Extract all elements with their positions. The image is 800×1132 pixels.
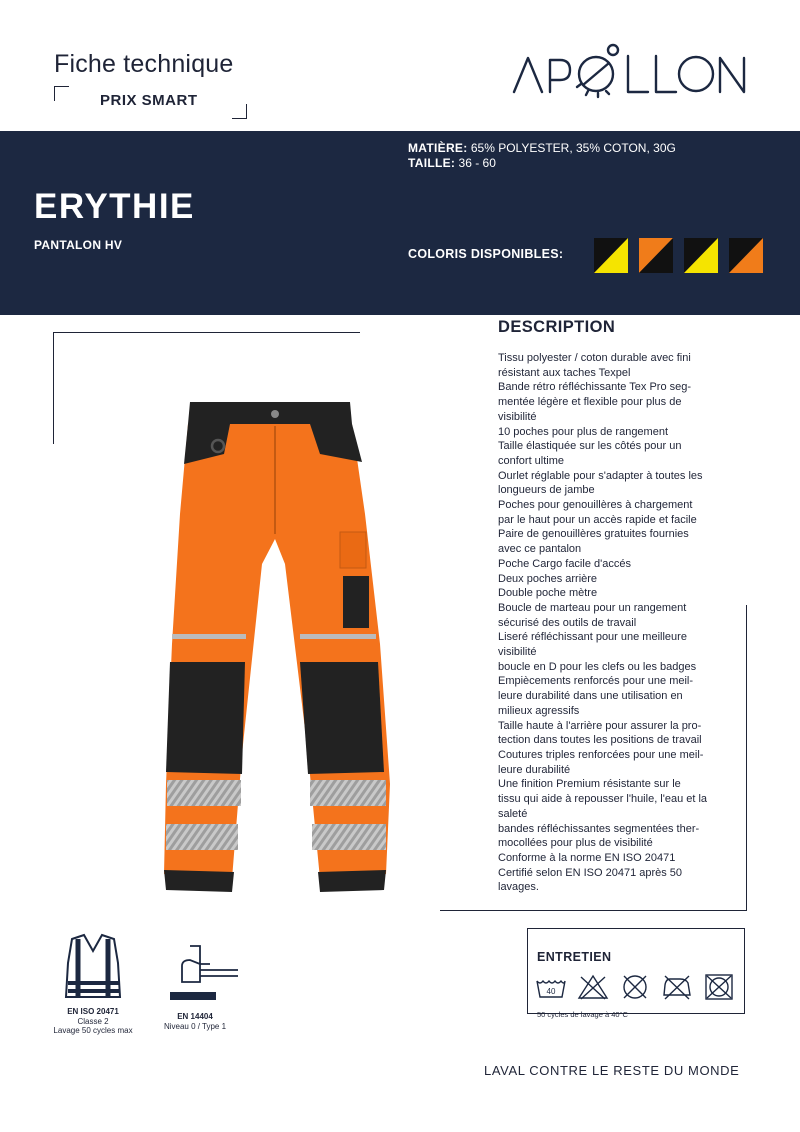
- care-icons: [534, 973, 736, 1001]
- care-box: [527, 928, 745, 1014]
- no-bleach-icon: [576, 973, 610, 1001]
- description-line: milieux agressifs: [498, 704, 580, 717]
- no-iron-icon: [660, 973, 694, 1001]
- description-title: DESCRIPTION: [498, 318, 616, 336]
- description-line: Paire de genouillères gratuites fournies: [498, 528, 689, 541]
- product-image-pants: [150, 394, 400, 904]
- description-line: par le haut pour un accès rapide et facile: [498, 513, 697, 526]
- size-line: [408, 156, 496, 170]
- description-line: leure durabilité dans une utilisation en: [498, 690, 683, 703]
- brand-logo: [510, 40, 750, 100]
- description-line: Empiècements renforcés pour une meil-: [498, 675, 694, 688]
- description-line: Taille élastiquée sur les côtés pour un: [498, 440, 682, 453]
- description-line: Deux poches arrière: [498, 572, 598, 585]
- description-line: tection dans toutes les positions de travail: [498, 734, 702, 747]
- no-dry-clean-icon: [702, 973, 736, 1001]
- description-line: Poche Cargo facile d'accés: [498, 557, 631, 570]
- no-tumble-dry-icon: [618, 973, 652, 1001]
- bracket-top-left: [54, 86, 69, 101]
- description-line: leure durabilité: [498, 763, 571, 776]
- colors-label: COLORIS DISPONIBLES:: [408, 247, 564, 261]
- description-line: Une finition Premium résistante sur le: [498, 778, 681, 791]
- frame-line-left: [53, 332, 54, 444]
- description-line: Double poche mètre: [498, 587, 598, 600]
- description-line: Poches pour genouillères à chargement: [498, 499, 693, 512]
- cert-knee-pad: [170, 942, 242, 1004]
- care-note: 50 cycles de lavage à 40°C: [537, 1010, 628, 1019]
- cert-hi-vis: [60, 933, 126, 1003]
- description-line: saleté: [498, 807, 528, 820]
- cert-hi-vis-text: [46, 1007, 140, 1036]
- frame-line-top: [54, 332, 360, 333]
- description-line: Liseré réfléchissant pour une meilleure: [498, 631, 687, 644]
- product-type: PANTALON HV: [34, 238, 123, 252]
- knee-pad-icon: [170, 942, 242, 1004]
- description-line: Bande rétro réfléchissante Tex Pro seg-: [498, 381, 692, 394]
- cert-knee-pad-level: Niveau 0 / Type 1: [163, 1021, 227, 1031]
- description-line: Coutures triples renforcées pour une meil-: [498, 748, 704, 761]
- description-line: Certifié selon EN ISO 20471 après 50: [498, 866, 683, 879]
- description-line: tissu qui aide à repousser l'huile, l'eau et la: [498, 793, 708, 806]
- description-line: bandes réfléchissantes segmentées ther-: [498, 822, 700, 835]
- cert-knee-pad-text: [150, 1012, 240, 1031]
- frame-line-bottom: [440, 910, 747, 911]
- description-line: visibilité: [498, 646, 537, 659]
- tagline: LAVAL CONTRE LE RESTE DU MONDE: [484, 1063, 740, 1078]
- description-line: résistant aux taches Texpel: [498, 366, 631, 379]
- description-line: boucle en D pour les clefs ou les badges: [498, 660, 697, 673]
- color-swatch-3: [684, 238, 718, 273]
- material-line: [408, 141, 676, 155]
- description-line: longueurs de jambe: [498, 484, 595, 497]
- wash-40-icon: [534, 973, 568, 1001]
- size-label: TAILLE:: [408, 156, 456, 170]
- size-value: 36 - 60: [458, 156, 496, 170]
- wash-temp: 40: [546, 987, 556, 996]
- product-range: PRIX SMART: [100, 92, 198, 109]
- description-line: lavages.: [498, 881, 539, 894]
- description-line: Boucle de marteau pour un rangement: [498, 601, 687, 614]
- color-swatch-1: [594, 238, 628, 273]
- material-label: MATIÈRE:: [408, 141, 468, 155]
- cert-knee-pad-norm: EN 14404: [177, 1012, 213, 1021]
- description-line: confort ultime: [498, 454, 565, 467]
- care-title: ENTRETIEN: [537, 950, 612, 964]
- description-line: visibilité: [498, 410, 537, 423]
- product-name: ERYTHIE: [34, 187, 195, 226]
- cert-hi-vis-class: Classe 2: [77, 1016, 109, 1026]
- frame-line-right: [746, 605, 747, 910]
- description-list: [498, 351, 738, 895]
- description-line: Ourlet réglable pour s'adapter à toutes les: [498, 469, 703, 482]
- description-line: mocollées pour plus de visibilité: [498, 837, 653, 850]
- description-line: mentée légère et flexible pour plus de: [498, 396, 682, 409]
- description-line: 10 poches pour plus de rangement: [498, 425, 669, 438]
- description-line: sécurisé des outils de travail: [498, 616, 637, 629]
- material-value: 65% POLYESTER, 35% COTON, 30G: [470, 141, 676, 155]
- bracket-bottom-right: [232, 104, 247, 119]
- description-line: avec ce pantalon: [498, 543, 582, 556]
- description-line: Taille haute à l'arrière pour assurer la pro-: [498, 719, 702, 732]
- color-swatches: [594, 238, 763, 273]
- color-swatch-4: [729, 238, 763, 273]
- cert-hi-vis-norm: EN ISO 20471: [67, 1007, 119, 1016]
- color-swatch-2: [639, 238, 673, 273]
- document-type: Fiche technique: [54, 50, 234, 78]
- description-line: Conforme à la norme EN ISO 20471: [498, 851, 676, 864]
- description-line: Tissu polyester / coton durable avec fini: [498, 352, 691, 364]
- hi-vis-vest-icon: [60, 933, 126, 1003]
- cert-hi-vis-wash: Lavage 50 cycles max: [53, 1026, 133, 1035]
